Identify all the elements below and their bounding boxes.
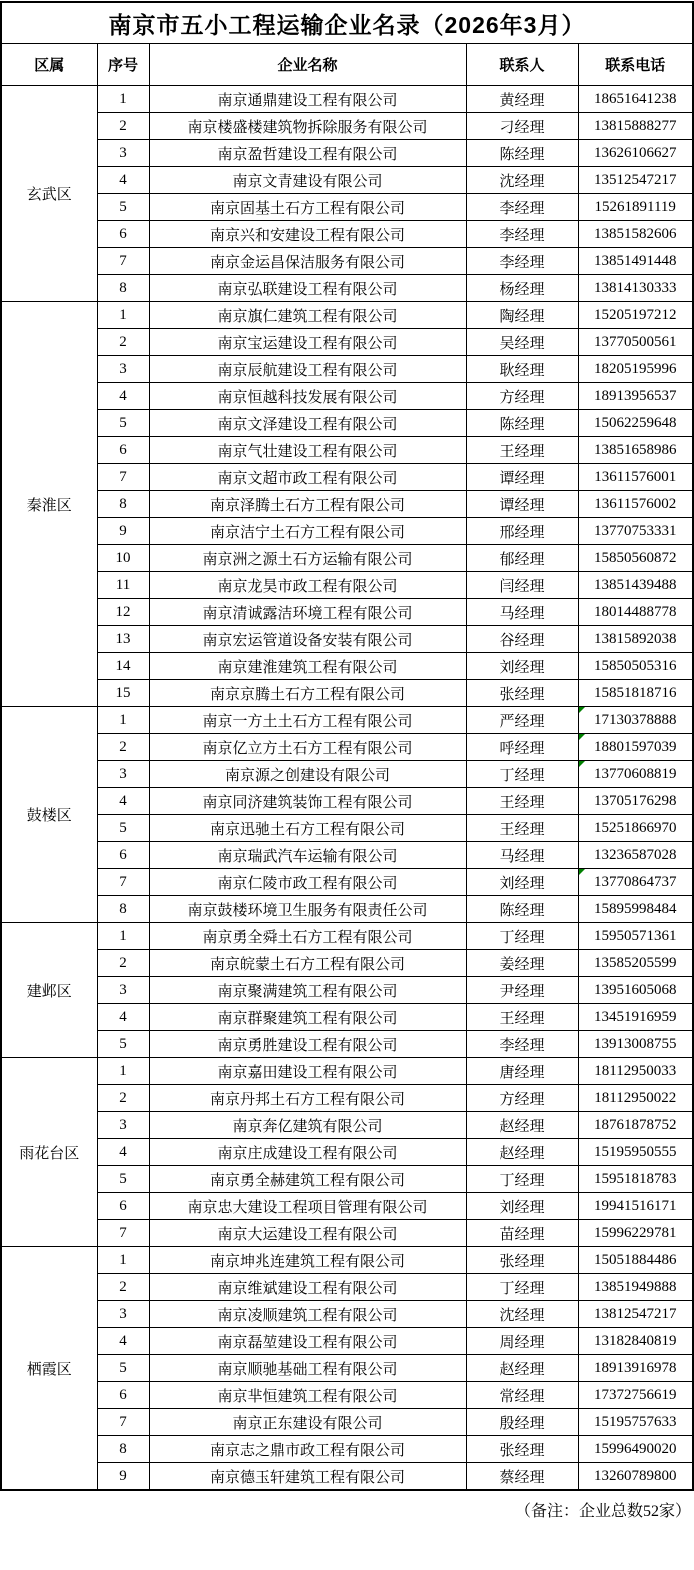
phone-number-cell: 13585205599 <box>578 950 693 977</box>
contact-person-cell: 刘经理 <box>466 1193 578 1220</box>
table-row <box>1 464 693 491</box>
serial-number-cell: 11 <box>97 572 149 599</box>
serial-number-cell: 5 <box>97 410 149 437</box>
table-row <box>1 977 693 1004</box>
contact-person-cell: 丁经理 <box>466 1166 578 1193</box>
serial-number-cell: 4 <box>97 167 149 194</box>
green-triangle-icon <box>579 869 585 875</box>
phone-number-cell: 18801597039 <box>578 734 693 761</box>
company-name-cell: 南京亿立方土石方工程有限公司 <box>149 734 466 761</box>
table-row <box>1 167 693 194</box>
table-row <box>1 572 693 599</box>
serial-number-cell: 6 <box>97 221 149 248</box>
company-name-cell: 南京忠大建设工程项目管理有限公司 <box>149 1193 466 1220</box>
footer-note: （备注：企业总数52家） <box>514 1503 691 1520</box>
phone-number-cell: 13814130333 <box>578 275 693 302</box>
serial-number-cell: 4 <box>97 1004 149 1031</box>
company-name-cell: 南京泽腾土石方工程有限公司 <box>149 491 466 518</box>
company-name-cell: 南京皖蒙土石方工程有限公司 <box>149 950 466 977</box>
contact-person-cell: 谷经理 <box>466 626 578 653</box>
phone-number-cell: 13182840819 <box>578 1328 693 1355</box>
phone-number-cell: 18651641238 <box>578 86 693 113</box>
contact-person-cell: 张经理 <box>466 680 578 707</box>
phone-number-cell: 13851439488 <box>578 572 693 599</box>
company-name-cell: 南京洲之源土石方运输有限公司 <box>149 545 466 572</box>
contact-person-cell: 赵经理 <box>466 1112 578 1139</box>
phone-number-cell: 13851582606 <box>578 221 693 248</box>
serial-number-cell: 12 <box>97 599 149 626</box>
serial-number-cell: 3 <box>97 761 149 788</box>
contact-person-cell: 李经理 <box>466 1031 578 1058</box>
serial-number-cell: 5 <box>97 815 149 842</box>
phone-number-cell: 13611576001 <box>578 464 693 491</box>
table-row <box>1 113 693 140</box>
contact-person-cell: 姜经理 <box>466 950 578 977</box>
company-name-cell: 南京瑞武汽车运输有限公司 <box>149 842 466 869</box>
serial-number-cell: 2 <box>97 329 149 356</box>
serial-number-cell: 9 <box>97 1463 149 1491</box>
contact-person-cell: 丁经理 <box>466 923 578 950</box>
table-row <box>1 1112 693 1139</box>
contact-person-cell: 刁经理 <box>466 113 578 140</box>
phone-number-cell: 15895998484 <box>578 896 693 923</box>
company-name-cell: 南京一方土土石方工程有限公司 <box>149 707 466 734</box>
serial-number-cell: 7 <box>97 869 149 896</box>
serial-number-cell: 1 <box>97 707 149 734</box>
phone-number-cell: 15195950555 <box>578 1139 693 1166</box>
table-row <box>1 599 693 626</box>
serial-number-cell: 2 <box>97 950 149 977</box>
phone-number-cell: 17130378888 <box>578 707 693 734</box>
serial-number-cell: 2 <box>97 734 149 761</box>
phone-number-cell: 18913916978 <box>578 1355 693 1382</box>
contact-person-cell: 杨经理 <box>466 275 578 302</box>
table-row <box>1 194 693 221</box>
contact-person-cell: 耿经理 <box>466 356 578 383</box>
serial-number-cell: 2 <box>97 113 149 140</box>
phone-number-cell: 18913956537 <box>578 383 693 410</box>
table-row <box>1 410 693 437</box>
serial-number-cell: 3 <box>97 977 149 1004</box>
contact-person-cell: 陈经理 <box>466 140 578 167</box>
table-row <box>1 1058 693 1085</box>
phone-number-cell: 13260789800 <box>578 1463 693 1491</box>
serial-number-cell: 5 <box>97 1031 149 1058</box>
table-row <box>1 518 693 545</box>
serial-number-cell: 6 <box>97 437 149 464</box>
serial-number-cell: 4 <box>97 383 149 410</box>
company-name-cell: 南京鼓楼环境卫生服务有限责任公司 <box>149 896 466 923</box>
table-row <box>1 545 693 572</box>
table-row <box>1 1328 693 1355</box>
company-name-cell: 南京源之创建设有限公司 <box>149 761 466 788</box>
table-row <box>1 1301 693 1328</box>
phone-number-cell: 15851818716 <box>578 680 693 707</box>
contact-person-cell: 赵经理 <box>466 1355 578 1382</box>
serial-number-cell: 2 <box>97 1085 149 1112</box>
serial-number-cell: 6 <box>97 1382 149 1409</box>
contact-person-cell: 严经理 <box>466 707 578 734</box>
company-name-cell: 南京龙昊市政工程有限公司 <box>149 572 466 599</box>
phone-number-cell: 15850560872 <box>578 545 693 572</box>
serial-number-cell: 7 <box>97 248 149 275</box>
contact-person-cell: 李经理 <box>466 194 578 221</box>
serial-number-cell: 1 <box>97 302 149 329</box>
serial-number-cell: 7 <box>97 464 149 491</box>
phone-number-cell: 13770500561 <box>578 329 693 356</box>
column-header-company: 企业名称 <box>149 44 466 86</box>
contact-person-cell: 殷经理 <box>466 1409 578 1436</box>
contact-person-cell: 张经理 <box>466 1247 578 1274</box>
contact-person-cell: 刘经理 <box>466 653 578 680</box>
phone-number-cell: 15950571361 <box>578 923 693 950</box>
table-row <box>1 221 693 248</box>
column-header-district: 区属 <box>1 44 97 86</box>
column-header-contact: 联系人 <box>466 44 578 86</box>
contact-person-cell: 马经理 <box>466 599 578 626</box>
phone-number-cell: 13913008755 <box>578 1031 693 1058</box>
district-cell: 玄武区 <box>1 86 97 302</box>
phone-number-cell: 13815892038 <box>578 626 693 653</box>
green-triangle-icon <box>579 761 585 767</box>
district-cell: 鼓楼区 <box>1 707 97 923</box>
contact-person-cell: 李经理 <box>466 221 578 248</box>
serial-number-cell: 5 <box>97 1166 149 1193</box>
serial-number-cell: 1 <box>97 86 149 113</box>
table-row <box>1 1463 693 1491</box>
contact-person-cell: 黄经理 <box>466 86 578 113</box>
company-name-cell: 南京同济建筑装饰工程有限公司 <box>149 788 466 815</box>
serial-number-cell: 7 <box>97 1409 149 1436</box>
company-name-cell: 南京宏运管道设备安装有限公司 <box>149 626 466 653</box>
company-name-cell: 南京勇全赫建筑工程有限公司 <box>149 1166 466 1193</box>
contact-person-cell: 丁经理 <box>466 1274 578 1301</box>
column-header-phone: 联系电话 <box>578 44 693 86</box>
table-row <box>1 896 693 923</box>
serial-number-cell: 8 <box>97 275 149 302</box>
table-row <box>1 1085 693 1112</box>
table-row <box>1 923 693 950</box>
contact-person-cell: 张经理 <box>466 1436 578 1463</box>
table-row <box>1 329 693 356</box>
serial-number-cell: 8 <box>97 896 149 923</box>
contact-person-cell: 周经理 <box>466 1328 578 1355</box>
table-row <box>1 1355 693 1382</box>
serial-number-cell: 4 <box>97 1139 149 1166</box>
contact-person-cell: 陈经理 <box>466 410 578 437</box>
contact-person-cell: 唐经理 <box>466 1058 578 1085</box>
contact-person-cell: 谭经理 <box>466 464 578 491</box>
contact-person-cell: 方经理 <box>466 1085 578 1112</box>
phone-number-cell: 15951818783 <box>578 1166 693 1193</box>
table-row <box>1 491 693 518</box>
company-name-cell: 南京固基土石方工程有限公司 <box>149 194 466 221</box>
company-name-cell: 南京洁宁土石方工程有限公司 <box>149 518 466 545</box>
phone-number-cell: 18205195996 <box>578 356 693 383</box>
company-name-cell: 南京志之鼎市政工程有限公司 <box>149 1436 466 1463</box>
company-name-cell: 南京兴和安建设工程有限公司 <box>149 221 466 248</box>
company-name-cell: 南京坤兆连建筑工程有限公司 <box>149 1247 466 1274</box>
serial-number-cell: 6 <box>97 842 149 869</box>
phone-number-cell: 15261891119 <box>578 194 693 221</box>
serial-number-cell: 7 <box>97 1220 149 1247</box>
phone-number-cell: 13851658986 <box>578 437 693 464</box>
table-row <box>1 653 693 680</box>
company-name-cell: 南京维斌建设工程有限公司 <box>149 1274 466 1301</box>
phone-number-cell: 13770608819 <box>578 761 693 788</box>
table-row <box>1 1382 693 1409</box>
company-name-cell: 南京辰航建设工程有限公司 <box>149 356 466 383</box>
phone-number-cell: 13236587028 <box>578 842 693 869</box>
company-name-cell: 南京嘉田建设工程有限公司 <box>149 1058 466 1085</box>
contact-person-cell: 赵经理 <box>466 1139 578 1166</box>
phone-number-cell: 15062259648 <box>578 410 693 437</box>
company-name-cell: 南京旗仁建筑工程有限公司 <box>149 302 466 329</box>
phone-number-cell: 15195757633 <box>578 1409 693 1436</box>
contact-person-cell: 沈经理 <box>466 1301 578 1328</box>
district-cell: 建邺区 <box>1 923 97 1058</box>
contact-person-cell: 苗经理 <box>466 1220 578 1247</box>
company-name-cell: 南京大运建设工程有限公司 <box>149 1220 466 1247</box>
contact-person-cell: 陈经理 <box>466 896 578 923</box>
company-name-cell: 南京宝运建设工程有限公司 <box>149 329 466 356</box>
serial-number-cell: 3 <box>97 1112 149 1139</box>
phone-number-cell: 13851491448 <box>578 248 693 275</box>
contact-person-cell: 尹经理 <box>466 977 578 1004</box>
company-directory-table <box>0 1 694 1491</box>
company-name-cell: 南京气壮建设工程有限公司 <box>149 437 466 464</box>
table-row <box>1 248 693 275</box>
phone-number-cell: 13851949888 <box>578 1274 693 1301</box>
phone-number-cell: 18761878752 <box>578 1112 693 1139</box>
company-name-cell: 南京德玉轩建筑工程有限公司 <box>149 1463 466 1491</box>
contact-person-cell: 丁经理 <box>466 761 578 788</box>
company-name-cell: 南京弘联建设工程有限公司 <box>149 275 466 302</box>
phone-number-cell: 18112950033 <box>578 1058 693 1085</box>
table-row <box>1 86 693 113</box>
contact-person-cell: 刘经理 <box>466 869 578 896</box>
table-row <box>1 275 693 302</box>
table-row <box>1 140 693 167</box>
table-row <box>1 734 693 761</box>
company-name-cell: 南京芈恒建筑工程有限公司 <box>149 1382 466 1409</box>
table-row <box>1 869 693 896</box>
contact-person-cell: 王经理 <box>466 1004 578 1031</box>
table-row <box>1 1436 693 1463</box>
serial-number-cell: 1 <box>97 923 149 950</box>
table-row <box>1 626 693 653</box>
phone-number-cell: 19941516171 <box>578 1193 693 1220</box>
company-name-cell: 南京清诚露洁环境工程有限公司 <box>149 599 466 626</box>
phone-number-cell: 15996229781 <box>578 1220 693 1247</box>
serial-number-cell: 5 <box>97 194 149 221</box>
table-row <box>1 1220 693 1247</box>
contact-person-cell: 陶经理 <box>466 302 578 329</box>
company-name-cell: 南京文泽建设工程有限公司 <box>149 410 466 437</box>
table-row <box>1 1031 693 1058</box>
serial-number-cell: 4 <box>97 788 149 815</box>
table-row <box>1 788 693 815</box>
contact-person-cell: 王经理 <box>466 788 578 815</box>
phone-number-cell: 13812547217 <box>578 1301 693 1328</box>
district-cell: 栖霞区 <box>1 1247 97 1491</box>
title-row <box>1 2 693 44</box>
company-name-cell: 南京聚满建筑工程有限公司 <box>149 977 466 1004</box>
contact-person-cell: 李经理 <box>466 248 578 275</box>
table-row <box>1 356 693 383</box>
contact-person-cell: 常经理 <box>466 1382 578 1409</box>
company-name-cell: 南京凌顺建筑工程有限公司 <box>149 1301 466 1328</box>
company-name-cell: 南京群聚建筑工程有限公司 <box>149 1004 466 1031</box>
company-name-cell: 南京京腾土石方工程有限公司 <box>149 680 466 707</box>
serial-number-cell: 3 <box>97 1301 149 1328</box>
contact-person-cell: 邢经理 <box>466 518 578 545</box>
green-triangle-icon <box>579 707 585 713</box>
contact-person-cell: 吴经理 <box>466 329 578 356</box>
phone-number-cell: 13770864737 <box>578 869 693 896</box>
serial-number-cell: 2 <box>97 1274 149 1301</box>
district-cell: 雨花台区 <box>1 1058 97 1247</box>
phone-number-cell: 13451916959 <box>578 1004 693 1031</box>
company-name-cell: 南京庄成建设工程有限公司 <box>149 1139 466 1166</box>
table-row <box>1 1193 693 1220</box>
table-row <box>1 950 693 977</box>
phone-number-cell: 15251866970 <box>578 815 693 842</box>
company-name-cell: 南京盈哲建设工程有限公司 <box>149 140 466 167</box>
serial-number-cell: 9 <box>97 518 149 545</box>
serial-number-cell: 10 <box>97 545 149 572</box>
table-row <box>1 842 693 869</box>
serial-number-cell: 8 <box>97 491 149 518</box>
phone-number-cell: 17372756619 <box>578 1382 693 1409</box>
column-header-serial: 序号 <box>97 44 149 86</box>
company-name-cell: 南京奔亿建筑有限公司 <box>149 1112 466 1139</box>
contact-person-cell: 闫经理 <box>466 572 578 599</box>
contact-person-cell: 郁经理 <box>466 545 578 572</box>
green-triangle-icon <box>579 734 585 740</box>
table-row <box>1 707 693 734</box>
company-name-cell: 南京楼盛楼建筑物拆除服务有限公司 <box>149 113 466 140</box>
company-name-cell: 南京通鼎建设工程有限公司 <box>149 86 466 113</box>
company-name-cell: 南京恒越科技发展有限公司 <box>149 383 466 410</box>
district-cell: 秦淮区 <box>1 302 97 707</box>
table-row <box>1 1166 693 1193</box>
table-row <box>1 1004 693 1031</box>
table-row <box>1 815 693 842</box>
company-name-cell: 南京勇全舜土石方工程有限公司 <box>149 923 466 950</box>
contact-person-cell: 王经理 <box>466 437 578 464</box>
contact-person-cell: 蔡经理 <box>466 1463 578 1491</box>
phone-number-cell: 18112950022 <box>578 1085 693 1112</box>
serial-number-cell: 13 <box>97 626 149 653</box>
table-row <box>1 437 693 464</box>
table-row <box>1 1247 693 1274</box>
serial-number-cell: 1 <box>97 1058 149 1085</box>
table-row <box>1 761 693 788</box>
serial-number-cell: 3 <box>97 140 149 167</box>
contact-person-cell: 王经理 <box>466 815 578 842</box>
table-row <box>1 383 693 410</box>
phone-number-cell: 13512547217 <box>578 167 693 194</box>
table-row <box>1 1139 693 1166</box>
phone-number-cell: 13611576002 <box>578 491 693 518</box>
company-name-cell: 南京迅驰土石方工程有限公司 <box>149 815 466 842</box>
serial-number-cell: 4 <box>97 1328 149 1355</box>
table-row <box>1 1274 693 1301</box>
company-name-cell: 南京勇胜建设工程有限公司 <box>149 1031 466 1058</box>
contact-person-cell: 沈经理 <box>466 167 578 194</box>
phone-number-cell: 13705176298 <box>578 788 693 815</box>
company-name-cell: 南京文超市政工程有限公司 <box>149 464 466 491</box>
phone-number-cell: 15205197212 <box>578 302 693 329</box>
company-name-cell: 南京顺驰基础工程有限公司 <box>149 1355 466 1382</box>
phone-number-cell: 15051884486 <box>578 1247 693 1274</box>
phone-number-cell: 15996490020 <box>578 1436 693 1463</box>
contact-person-cell: 呼经理 <box>466 734 578 761</box>
contact-person-cell: 谭经理 <box>466 491 578 518</box>
table-header-row <box>1 44 693 86</box>
table-row <box>1 680 693 707</box>
serial-number-cell: 1 <box>97 1247 149 1274</box>
company-name-cell: 南京仁陵市政工程有限公司 <box>149 869 466 896</box>
company-name-cell: 南京文青建设有限公司 <box>149 167 466 194</box>
phone-number-cell: 15850505316 <box>578 653 693 680</box>
serial-number-cell: 15 <box>97 680 149 707</box>
company-name-cell: 南京建淮建筑工程有限公司 <box>149 653 466 680</box>
phone-number-cell: 13626106627 <box>578 140 693 167</box>
company-name-cell: 南京正东建设有限公司 <box>149 1409 466 1436</box>
phone-number-cell: 13951605068 <box>578 977 693 1004</box>
contact-person-cell: 马经理 <box>466 842 578 869</box>
page-title: 南京市五小工程运输企业名录（2026年3月） <box>1 2 693 44</box>
serial-number-cell: 6 <box>97 1193 149 1220</box>
company-name-cell: 南京金运昌保洁服务有限公司 <box>149 248 466 275</box>
phone-number-cell: 13815888277 <box>578 113 693 140</box>
phone-number-cell: 13770753331 <box>578 518 693 545</box>
serial-number-cell: 8 <box>97 1436 149 1463</box>
table-row <box>1 1409 693 1436</box>
contact-person-cell: 方经理 <box>466 383 578 410</box>
serial-number-cell: 14 <box>97 653 149 680</box>
company-name-cell: 南京磊堃建设工程有限公司 <box>149 1328 466 1355</box>
table-row <box>1 302 693 329</box>
serial-number-cell: 5 <box>97 1355 149 1382</box>
company-name-cell: 南京丹邦土石方工程有限公司 <box>149 1085 466 1112</box>
phone-number-cell: 18014488778 <box>578 599 693 626</box>
serial-number-cell: 3 <box>97 356 149 383</box>
